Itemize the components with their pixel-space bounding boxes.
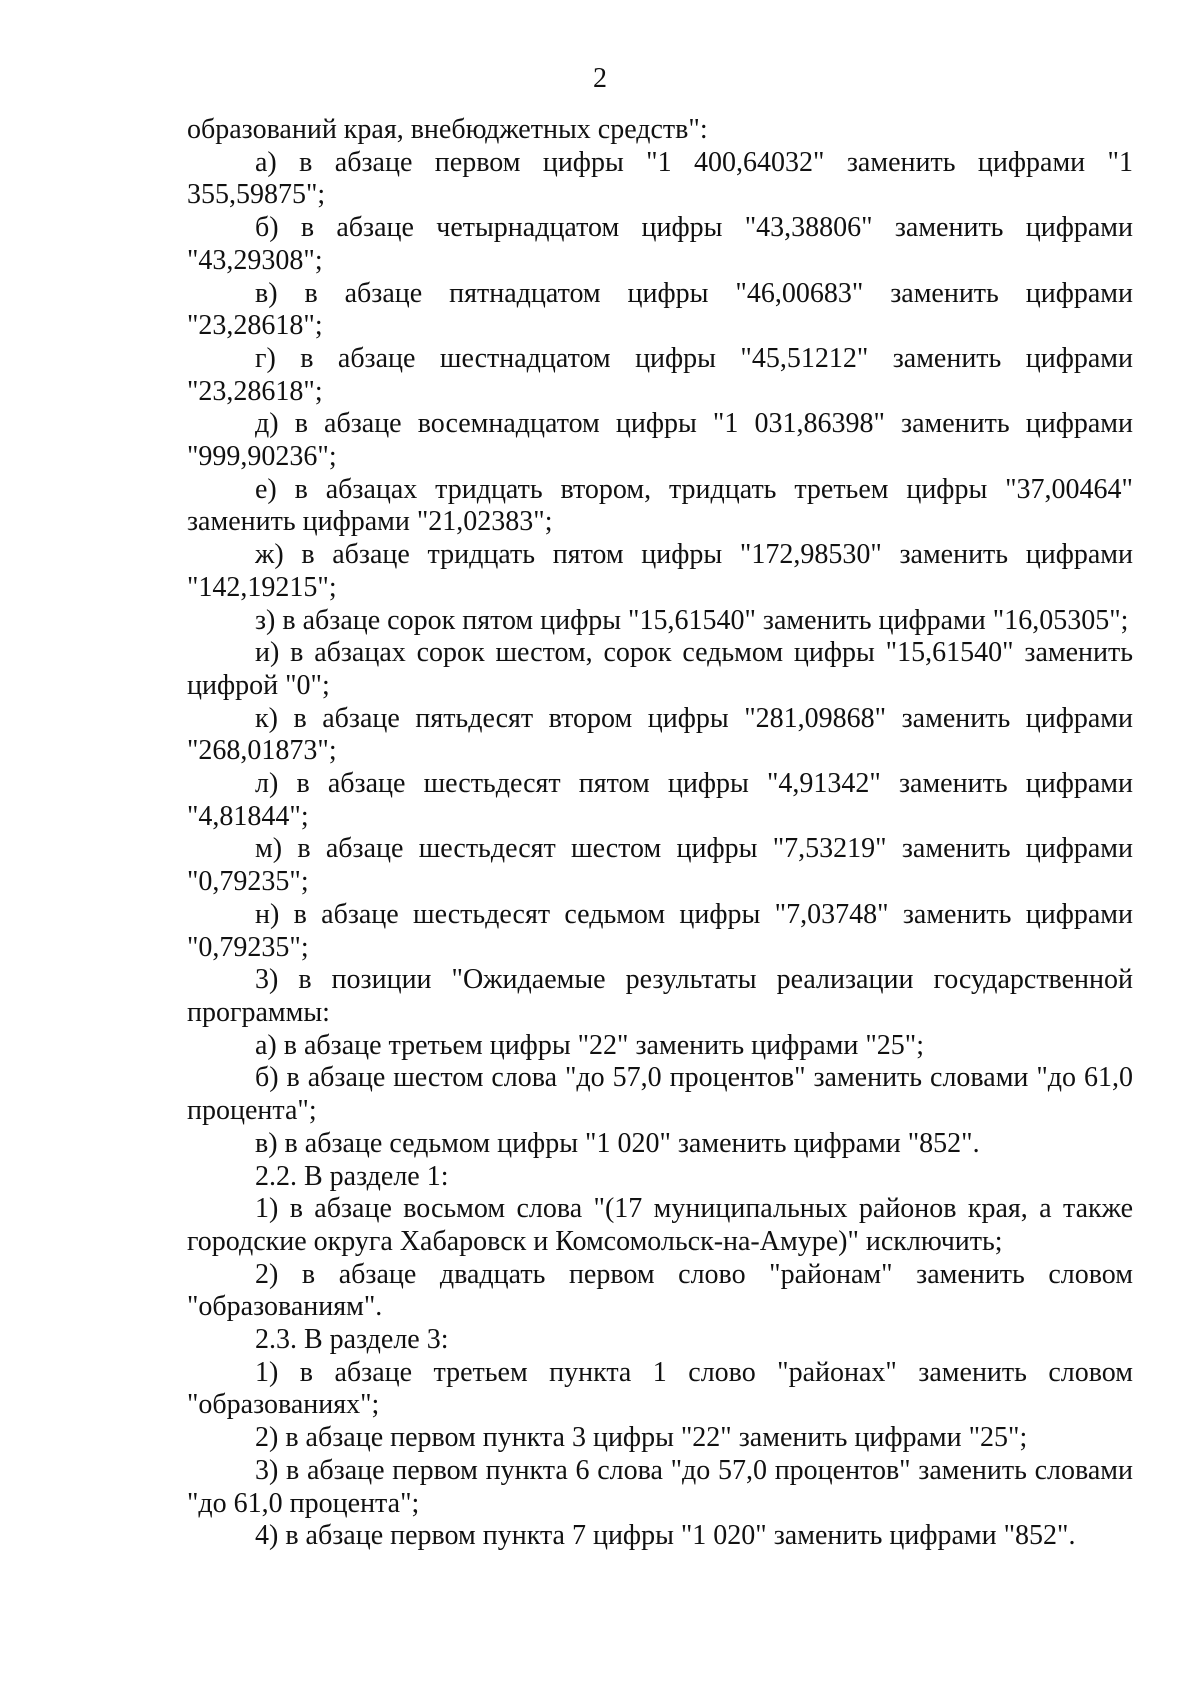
paragraph: б) в абзаце шестом слова "до 57,0 процентов" заменить словами "до 61,0 процента";	[187, 1062, 1133, 1127]
paragraph: 2) в абзаце первом пункта 3 цифры "22" заменить цифрами "25";	[255, 1422, 1028, 1454]
paragraph: 1) в абзаце восьмом слова "(17 муниципальных районов края, а также городские округа Хабаровск и Комсомольск-на-Амуре)" исключить;	[187, 1193, 1133, 1257]
page-number: 2	[593, 63, 607, 94]
paragraph: г) в абзаце шестнадцатом цифры "45,51212" заменить цифрами "23,28618";	[187, 342, 1133, 407]
paragraph: образований края, внебюджетных средств":	[187, 114, 708, 145]
paragraph: а) в абзаце первом цифры "1 400,64032" заменить цифрами "1 355,59875";	[187, 146, 1133, 211]
paragraph: а) в абзаце третьем цифры "22" заменить цифрами "25";	[255, 1029, 924, 1061]
paragraph: 2) в абзаце двадцать первом слово "районам" заменить словом "образованиям".	[187, 1258, 1133, 1323]
document-body	[187, 114, 1133, 1553]
paragraph: е) в абзацах тридцать втором, тридцать третьем цифры "37,00464" заменить цифрами "21,02383";	[187, 473, 1133, 538]
paragraph: б) в абзаце четырнадцатом цифры "43,38806" заменить цифрами "43,29308";	[187, 212, 1133, 276]
paragraph: и) в абзацах сорок шестом, сорок седьмом цифры "15,61540" заменить цифрой "0";	[187, 637, 1133, 701]
paragraph: з) в абзаце сорок пятом цифры "15,61540" заменить цифрами "16,05305";	[255, 604, 1129, 636]
paragraph: д) в абзаце восемнадцатом цифры "1 031,86398" заменить цифрами "999,90236";	[187, 408, 1133, 473]
paragraph: ж) в абзаце тридцать пятом цифры "172,98530" заменить цифрами "142,19215";	[187, 539, 1133, 603]
paragraph: 3) в абзаце первом пункта 6 слова "до 57,0 процентов" заменить словами "до 61,0 процента";	[187, 1454, 1133, 1519]
paragraph: в) в абзаце седьмом цифры "1 020" заменить цифрами "852".	[255, 1127, 980, 1159]
paragraph: 1) в абзаце третьем пункта 1 слово "районах" заменить словом "образованиях";	[187, 1356, 1133, 1421]
paragraph: 2.3. В разделе 3:	[255, 1324, 449, 1356]
paragraph: 4) в абзаце первом пункта 7 цифры "1 020" заменить цифрами "852".	[255, 1520, 1076, 1552]
paragraph: м) в абзаце шестьдесят шестом цифры "7,53219" заменить цифрами "0,79235";	[187, 833, 1133, 898]
paragraph: н) в абзаце шестьдесят седьмом цифры "7,03748" заменить цифрами "0,79235";	[187, 898, 1133, 963]
paragraph: к) в абзаце пятьдесят втором цифры "281,09868" заменить цифрами "268,01873";	[187, 702, 1133, 767]
paragraph: в) в абзаце пятнадцатом цифры "46,00683" заменить цифрами "23,28618";	[187, 277, 1133, 342]
paragraph: л) в абзаце шестьдесят пятом цифры "4,91342" заменить цифрами "4,81844";	[187, 768, 1133, 832]
paragraph: 3) в позиции "Ожидаемые результаты реализации государственной программы:	[187, 964, 1133, 1028]
paragraph: 2.2. В разделе 1:	[255, 1160, 449, 1192]
